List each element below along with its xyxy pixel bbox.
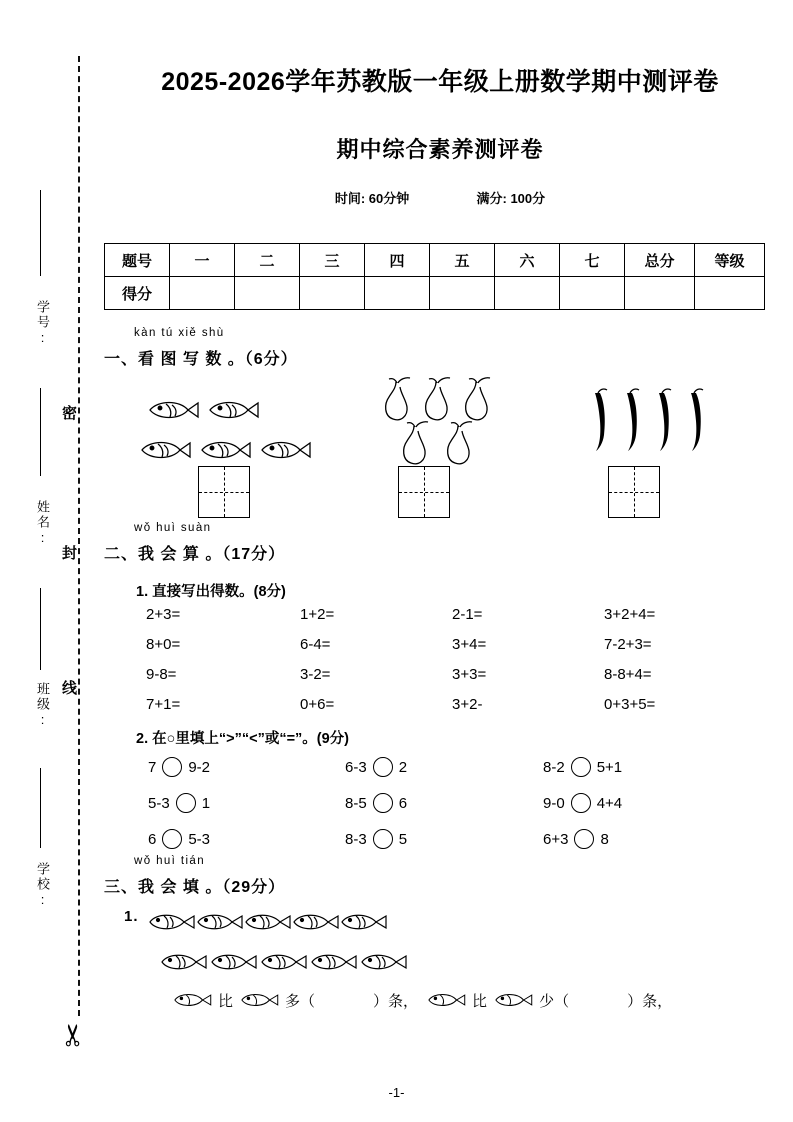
goldfish-row-2 xyxy=(154,946,414,980)
compare-1-0-right: 1 xyxy=(201,794,211,812)
compare-2-2 xyxy=(543,829,609,849)
score-table-col-1: 二 xyxy=(235,244,300,277)
inline-fish-icon-3 xyxy=(424,988,468,1012)
calc-3-3: 0+3+5= xyxy=(604,696,656,713)
goldfish-row-1 xyxy=(142,906,392,940)
compare-1-2-left: 9-0 xyxy=(543,794,565,812)
compare-0-1-right: 2 xyxy=(398,758,408,776)
scissors-icon: ✂ xyxy=(57,1022,91,1048)
pear-picture-group xyxy=(372,372,522,467)
section-3-pinyin: wǒ huì tián xyxy=(134,855,206,867)
compare-0-2-circle[interactable] xyxy=(571,757,591,777)
score-table-col-5: 六 xyxy=(495,244,560,277)
calc-3-2: 3+2- xyxy=(452,696,483,713)
score-cell-7[interactable] xyxy=(625,277,695,310)
calc-0-0: 2+3= xyxy=(146,606,181,623)
calc-1-0: 8+0= xyxy=(146,636,181,653)
seal-char-xian: 线 xyxy=(60,680,77,698)
score-table-col-0: 一 xyxy=(170,244,235,277)
compare-word-1: 比 xyxy=(218,992,234,1010)
compare-2-1-left: 8-3 xyxy=(345,830,367,848)
table-row-header xyxy=(105,244,765,277)
less-unit-label: ）条， xyxy=(627,992,673,1010)
fish-picture-group xyxy=(140,392,330,477)
compare-0-0-right: 9-2 xyxy=(188,758,211,776)
section-3-compare-sentence xyxy=(170,988,672,1012)
more-label: 多（ xyxy=(285,992,316,1010)
inline-fish-icon-4 xyxy=(491,988,535,1012)
section-2-sub-2: 2. 在○里填上“>”“<”或“=”。(9分) xyxy=(136,731,350,747)
seal-char-mi: 密 xyxy=(60,405,77,423)
compare-1-1-circle[interactable] xyxy=(373,793,393,813)
score-table-col-6: 七 xyxy=(560,244,625,277)
section-1-heading: 一、看 图 写 数 。（6分） xyxy=(104,351,298,368)
compare-2-2-circle[interactable] xyxy=(574,829,594,849)
calc-2-1: 3-2= xyxy=(300,666,331,683)
score-table-col-3: 四 xyxy=(365,244,430,277)
compare-1-2-right: 4+4 xyxy=(596,794,623,812)
compare-2-0 xyxy=(148,829,210,849)
score-table-row-label-1: 得分 xyxy=(105,277,170,310)
score-cell-4[interactable] xyxy=(430,277,495,310)
exam-meta xyxy=(110,188,770,207)
compare-0-1-circle[interactable] xyxy=(373,757,393,777)
inline-fish-icon-2 xyxy=(237,988,281,1012)
score-cell-2[interactable] xyxy=(300,277,365,310)
table-row-scores xyxy=(105,277,765,310)
calc-2-0: 9-8= xyxy=(146,666,177,683)
margin-label-student-id: 学号: xyxy=(35,300,50,347)
compare-1-2-circle[interactable] xyxy=(571,793,591,813)
margin-label-class: 班级: xyxy=(35,682,50,729)
compare-2-0-circle[interactable] xyxy=(162,829,182,849)
compare-0-1 xyxy=(345,757,407,777)
score-table-col-8: 等级 xyxy=(695,244,765,277)
compare-2-0-right: 5-3 xyxy=(188,830,211,848)
compare-1-1-left: 8-5 xyxy=(345,794,367,812)
calc-3-1: 0+6= xyxy=(300,696,335,713)
section-2-pinyin: wǒ huì suàn xyxy=(134,522,212,534)
exam-time-label: 时间: 60分钟 xyxy=(334,191,410,206)
answer-box-fish[interactable] xyxy=(198,466,250,518)
compare-2-0-left: 6 xyxy=(148,830,157,848)
page-subtitle: 期中综合素养测评卷 xyxy=(336,137,544,162)
score-cell-8[interactable] xyxy=(695,277,765,310)
compare-2-2-right: 8 xyxy=(600,830,609,848)
score-cell-0[interactable] xyxy=(170,277,235,310)
section-2-heading: 二、我 会 算 。（17分） xyxy=(104,546,286,563)
compare-1-0-circle[interactable] xyxy=(176,793,196,813)
seal-char-feng: 封 xyxy=(60,545,77,563)
calc-2-2: 3+3= xyxy=(452,666,487,683)
score-cell-3[interactable] xyxy=(365,277,430,310)
compare-1-1-right: 6 xyxy=(398,794,408,812)
calc-0-1: 1+2= xyxy=(300,606,335,623)
section-1-pinyin: kàn tú xiě shù xyxy=(134,327,225,339)
calc-0-2: 2-1= xyxy=(452,606,483,623)
margin-rule-4 xyxy=(40,768,41,848)
cut-dashed-line xyxy=(78,56,80,1016)
compare-2-1-circle[interactable] xyxy=(373,829,393,849)
compare-word-2: 比 xyxy=(472,992,488,1010)
compare-0-1-left: 6-3 xyxy=(345,758,367,776)
compare-1-0-left: 5-3 xyxy=(148,794,170,812)
answer-box-pear[interactable] xyxy=(398,466,450,518)
calc-3-0: 7+1= xyxy=(146,696,181,713)
score-cell-1[interactable] xyxy=(235,277,300,310)
inline-fish-icon-1 xyxy=(170,988,214,1012)
compare-1-1 xyxy=(345,793,407,813)
page-title: 2025-2026学年苏教版一年级上册数学期中测评卷 xyxy=(161,68,719,96)
margin-rule-2 xyxy=(40,388,41,476)
compare-0-2-left: 8-2 xyxy=(543,758,565,776)
pepper-picture-group xyxy=(588,385,718,460)
compare-1-2 xyxy=(543,793,622,813)
answer-box-pepper[interactable] xyxy=(608,466,660,518)
less-label: 少（ xyxy=(539,992,570,1010)
score-cell-6[interactable] xyxy=(560,277,625,310)
section-3-heading: 三、我 会 填 。（29分） xyxy=(104,879,286,896)
calc-1-1: 6-4= xyxy=(300,636,331,653)
calc-2-3: 8-8+4= xyxy=(604,666,652,683)
section-2-sub-1: 1. 直接写出得数。(8分) xyxy=(136,584,286,600)
score-table-row-label-0: 题号 xyxy=(105,244,170,277)
margin-rule-3 xyxy=(40,588,41,670)
exam-total-score-label: 满分: 100分 xyxy=(476,191,546,206)
compare-2-2-left: 6+3 xyxy=(543,830,569,848)
calc-1-2: 3+4= xyxy=(452,636,487,653)
score-table-col-2: 三 xyxy=(300,244,365,277)
score-table-col-7: 总分 xyxy=(625,244,695,277)
compare-0-0-circle[interactable] xyxy=(162,757,182,777)
margin-label-school: 学校: xyxy=(35,862,50,909)
more-unit-label: ）条， xyxy=(373,992,419,1010)
margin-rule-1 xyxy=(40,190,41,276)
compare-2-1-right: 5 xyxy=(398,830,408,848)
compare-2-1 xyxy=(345,829,407,849)
compare-0-0 xyxy=(148,757,210,777)
compare-0-2 xyxy=(543,757,622,777)
score-cell-5[interactable] xyxy=(495,277,560,310)
margin-label-name: 姓名: xyxy=(35,500,50,547)
compare-0-2-right: 5+1 xyxy=(596,758,623,776)
compare-1-0 xyxy=(148,793,210,813)
section-3-item-number: 1. xyxy=(124,908,139,925)
score-table xyxy=(104,243,765,310)
score-table-col-4: 五 xyxy=(430,244,495,277)
calc-1-3: 7-2+3= xyxy=(604,636,652,653)
page-number: -1- xyxy=(388,1085,405,1100)
calc-0-3: 3+2+4= xyxy=(604,606,656,623)
compare-0-0-left: 7 xyxy=(148,758,157,776)
